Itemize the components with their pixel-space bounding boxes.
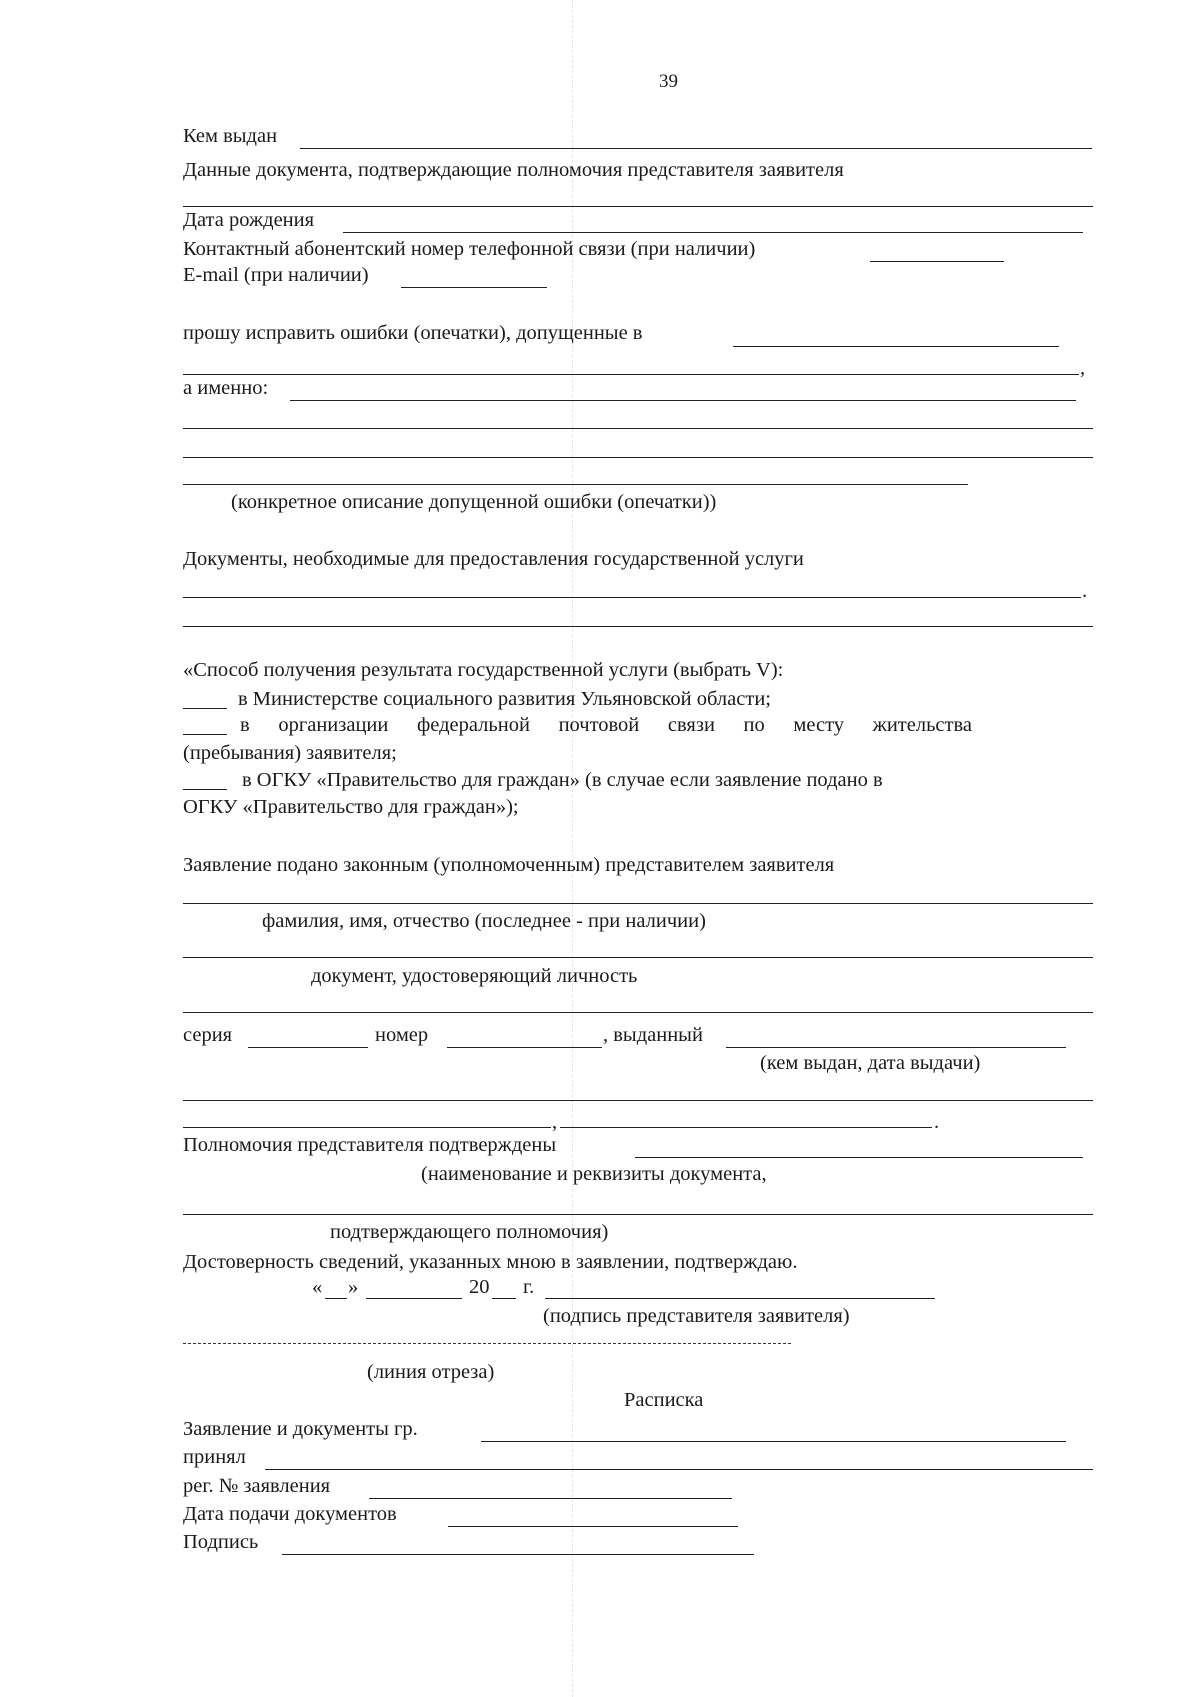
method-title: «Способ получения результата государственной услуги (выбрать V): [183, 659, 784, 681]
option-3-label: в ОГКУ «Правительство для граждан» (в случае если заявление подано в [242, 769, 883, 791]
id-doc-caption: документ, удостоверяющий личность [311, 965, 638, 987]
page-number: 39 [659, 71, 678, 92]
rep-fio-field[interactable] [183, 903, 1093, 904]
option-2-word: жительства [872, 714, 972, 736]
receipt-docs-from-field[interactable] [481, 1441, 1066, 1442]
signature-caption: (подпись представителя заявителя) [543, 1305, 850, 1327]
rep-submitted-label: Заявление подано законным (уполномоченным) представителем заявителя [183, 854, 835, 876]
receipt-submit-date-field[interactable] [448, 1526, 738, 1527]
email-label: E-mail (при наличии) [183, 264, 369, 286]
signature-field[interactable] [545, 1298, 935, 1299]
documents-label: Документы, необходимые для предоставления государственной услуги [183, 548, 804, 570]
documents-field-2[interactable] [183, 626, 1093, 627]
date-close-quote: » [348, 1276, 359, 1298]
namely-field-3[interactable] [183, 457, 1093, 458]
option-2-word: месту [793, 714, 845, 736]
issued-field-2[interactable] [183, 1100, 1093, 1101]
option-2-checkbox[interactable] [183, 734, 227, 735]
receipt-accepted-field[interactable] [265, 1469, 1093, 1470]
rep-id-doc-field-2[interactable] [183, 1012, 1093, 1013]
option-1-checkbox[interactable] [183, 708, 227, 709]
number-field[interactable] [447, 1047, 602, 1048]
powers-caption-2: подтверждающего полномочия) [330, 1221, 609, 1243]
receipt-title: Расписка [624, 1389, 704, 1411]
issued-label: , выданный [603, 1024, 703, 1046]
option-2-label [240, 715, 972, 736]
issued-field-3a[interactable] [183, 1127, 551, 1128]
birth-date-field[interactable] [343, 232, 1083, 233]
receipt-reg-no-field[interactable] [369, 1498, 732, 1499]
request-label: прошу исправить ошибки (опечатки), допущенные в [183, 322, 643, 344]
powers-caption-1: (наименование и реквизиты документа, [421, 1163, 767, 1185]
issued-by-label: Кем выдан [183, 125, 278, 147]
issued-by-field[interactable] [300, 148, 1092, 149]
rep-docs-label: Данные документа, подтверждающие полномочия представителя заявителя [183, 159, 844, 181]
option-2-word: по [743, 714, 765, 736]
series-label: серия [183, 1024, 233, 1046]
request-field-1[interactable] [733, 346, 1059, 347]
namely-field-2[interactable] [183, 428, 1093, 429]
date-day-field[interactable] [325, 1298, 347, 1299]
request-comma: , [1080, 357, 1086, 379]
phone-field[interactable] [870, 261, 1004, 262]
option-3-checkbox[interactable] [183, 789, 227, 790]
documents-period: . [1082, 580, 1088, 602]
option-2-word: связи [667, 714, 715, 736]
documents-field-1[interactable] [183, 597, 1081, 598]
reliability-text: Достоверность сведений, указанных мною в заявлении, подтверждаю. [183, 1251, 798, 1273]
rep-docs-field[interactable] [183, 206, 1093, 207]
number-label: номер [375, 1024, 429, 1046]
date-open-quote: « [312, 1276, 323, 1298]
fio-caption: фамилия, имя, отчество (последнее - при наличии) [262, 910, 706, 932]
birth-date-label: Дата рождения [183, 209, 315, 231]
year-prefix: 20 [469, 1276, 490, 1298]
powers-label: Полномочия представителя подтверждены [183, 1134, 557, 1156]
email-field[interactable] [401, 287, 547, 288]
error-desc-caption: (конкретное описание допущенной ошибки (опечатки)) [231, 491, 717, 513]
cut-line-caption: (линия отреза) [367, 1361, 495, 1383]
receipt-submit-date-label: Дата подачи документов [183, 1503, 397, 1525]
issued-caption: (кем выдан, дата выдачи) [760, 1052, 981, 1074]
date-month-field[interactable] [366, 1298, 462, 1299]
option-2-word: организации [278, 714, 389, 736]
namely-field-4[interactable] [183, 484, 968, 485]
receipt-signature-field[interactable] [282, 1554, 754, 1555]
receipt-signature-label: Подпись [183, 1531, 259, 1553]
phone-label: Контактный абонентский номер телефонной связи (при наличии) [183, 238, 756, 260]
receipt-accepted-label: принял [183, 1446, 246, 1468]
option-2-word: в [240, 714, 250, 736]
issued-field-period: . [934, 1111, 940, 1133]
option-2-word: почтовой [558, 714, 640, 736]
issued-field-comma: , [552, 1111, 558, 1133]
year-suffix: г. [523, 1276, 535, 1298]
option-2-label-cont: (пребывания) заявителя; [183, 742, 397, 764]
option-1-label: в Министерстве социального развития Ульяновской области; [238, 688, 771, 710]
namely-label: а именно: [183, 377, 269, 399]
rep-id-doc-field[interactable] [183, 957, 1093, 958]
receipt-reg-no-label: рег. № заявления [183, 1475, 331, 1497]
request-field-2[interactable] [183, 374, 1079, 375]
option-2-word: федеральной [417, 714, 530, 736]
powers-field[interactable] [635, 1157, 1083, 1158]
date-year-field[interactable] [492, 1298, 516, 1299]
option-3-label-cont: ОГКУ «Правительство для граждан»); [183, 796, 519, 818]
issued-field-3b[interactable] [560, 1127, 932, 1128]
issued-field[interactable] [726, 1047, 1066, 1048]
cut-line [183, 1343, 791, 1344]
powers-field-2[interactable] [183, 1214, 1093, 1215]
receipt-docs-from-label: Заявление и документы гр. [183, 1418, 418, 1440]
series-field[interactable] [248, 1047, 368, 1048]
namely-field-1[interactable] [290, 400, 1076, 401]
